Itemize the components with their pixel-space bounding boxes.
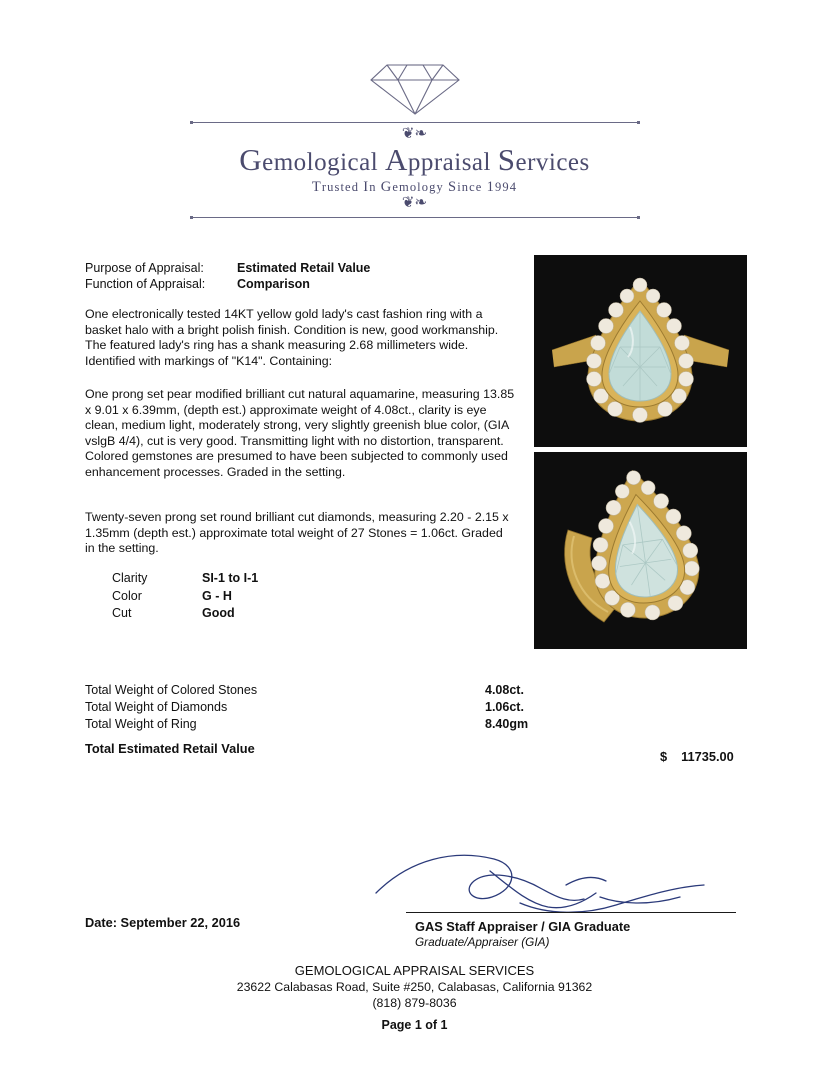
flourish-top: ❦❧ (401, 126, 428, 142)
color-value: G - H (202, 588, 232, 603)
function-value: Comparison (237, 277, 310, 291)
total-ring-weight-value: 8.40gm (485, 717, 529, 731)
ring-photo-bottom (534, 452, 747, 649)
clarity-value: SI-1 to I-1 (202, 571, 259, 585)
total-ring-weight-label: Total Weight of Ring (85, 717, 197, 731)
purpose-block (85, 260, 370, 292)
function-label: Function of Appraisal: (85, 277, 206, 291)
flourish-bottom: ❦❧ (401, 195, 428, 211)
ring-photo-top (534, 255, 747, 447)
description-paragraph-1: One electronically tested 14KT yellow gold lady's cast fashion ring with a basket halo with a bright polish finish. Condition is new, good workmanship. The featured lady's ring has a shank measuring 2.68 millimeters wide. Identified with markings of "K14". Containing: (85, 307, 499, 368)
total-colored-stones-label: Total Weight of Colored Stones (85, 683, 258, 697)
table-row (85, 682, 645, 699)
table-row (85, 716, 645, 733)
cut-value: Good (202, 606, 235, 620)
color-label: Color (112, 588, 142, 603)
company-tagline: Trusted In Gemology Since 1994 (311, 179, 518, 195)
function-row (85, 276, 370, 292)
header-rule-group (190, 122, 640, 218)
total-colored-stones-value: 4.08ct. (485, 683, 524, 697)
grading-table (112, 570, 258, 623)
total-diamonds-value: 1.06ct. (485, 700, 524, 714)
currency-symbol: $ (660, 749, 668, 764)
footer-company: GEMOLOGICAL APPRAISAL SERVICES (294, 963, 535, 978)
signature-mark (370, 845, 730, 920)
signature-line (406, 912, 736, 913)
ring-image-top (534, 255, 747, 447)
table-row (112, 570, 258, 588)
footer-phone: (818) 879-8036 (372, 996, 457, 1010)
cut-label: Cut (112, 606, 132, 620)
amount-value: 11735.00 (681, 749, 734, 764)
footer-address: 23622 Calabasas Road, Suite #250, Calabasas, California 91362 (236, 980, 593, 994)
appraiser-title: GAS Staff Appraiser / GIA Graduate (415, 919, 631, 934)
table-row (112, 605, 258, 623)
diamond-icon (367, 62, 463, 116)
description-paragraph-3: Twenty-seven prong set round brilliant cut diamonds, measuring 2.20 - 2.15 x 1.35mm (depth est.) approximate total weight of 27 Stones = 1.06ct. Graded in the setting. (85, 510, 509, 556)
document-footer (0, 963, 829, 1011)
total-estimated-label: Total Estimated Retail Value (85, 741, 255, 756)
ring-image-bottom (534, 452, 747, 649)
document-header (0, 62, 829, 218)
appraisal-date: Date: September 22, 2016 (85, 915, 241, 930)
totals-block (85, 682, 645, 733)
appraiser-subtitle: Graduate/Appraiser (GIA) (415, 935, 550, 949)
purpose-value: Estimated Retail Value (237, 261, 371, 275)
header-rule-top (190, 122, 640, 123)
description-paragraph-2: One prong set pear modified brilliant cut natural aquamarine, measuring 13.85 x 9.01 x 6.39mm, (depth est.) approximate weight of 4.08ct., clarity is eye clean, medium light, moderately strong, very slightly greenish blue color, (GIA vslgB 4/4), cut is very good. Transmitting light with no distortion, transparent. Colored gemstones are presumed to have been subjected to commonly used enhancement processes. Graded in the setting. (85, 387, 515, 479)
total-diamonds-label: Total Weight of Diamonds (85, 700, 228, 714)
clarity-label: Clarity (112, 571, 148, 585)
table-row (112, 588, 258, 606)
table-row (85, 699, 645, 716)
page-number: Page 1 of 1 (381, 1018, 448, 1032)
purpose-label: Purpose of Appraisal: (85, 261, 204, 275)
company-name: Gemological Appraisal Services (239, 142, 590, 177)
header-rule-bottom (190, 217, 640, 218)
total-estimated-amount (660, 749, 734, 764)
purpose-row (85, 260, 370, 276)
